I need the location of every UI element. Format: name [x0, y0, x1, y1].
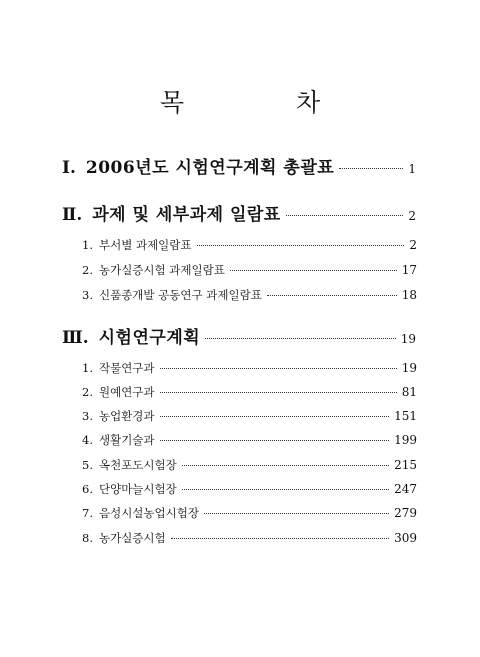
item-label: 원예연구과 [98, 385, 155, 399]
section-page: 2 [408, 209, 416, 223]
item-page: 81 [401, 385, 417, 399]
item-number: 8. [82, 531, 93, 545]
toc-section-1[interactable] [62, 156, 416, 181]
item-number: 2. [82, 385, 93, 399]
section-label: 과제 및 세부과제 일람표 [92, 205, 281, 225]
section-label: 시험연구계획 [98, 328, 201, 348]
item-label: 단양마늘시험장 [98, 482, 177, 496]
item-page: 279 [394, 506, 417, 520]
toc-item-3-5[interactable] [82, 456, 417, 474]
toc-item-3-6[interactable] [82, 480, 417, 498]
toc-item-3-3[interactable] [82, 407, 417, 425]
section-number: Ⅱ. [62, 205, 83, 225]
item-page: 151 [394, 409, 417, 423]
dot-leader [160, 440, 390, 441]
item-page: 17 [401, 263, 417, 277]
item-page: 18 [401, 288, 417, 302]
dot-leader [205, 338, 396, 339]
dot-leader [160, 368, 397, 369]
item-page: 19 [401, 361, 417, 375]
toc-item-2-2[interactable] [82, 261, 417, 279]
dot-leader [171, 538, 389, 539]
dot-leader [160, 392, 397, 393]
item-label: 신품종개발 공동연구 과제일람표 [98, 288, 262, 302]
dot-leader [204, 513, 389, 514]
toc-item-3-8[interactable] [82, 529, 417, 547]
toc-item-3-2[interactable] [82, 383, 417, 401]
item-label: 음성시설농업시험장 [98, 506, 199, 520]
item-page: 215 [394, 458, 417, 472]
toc-item-2-1[interactable] [82, 236, 417, 254]
item-label: 농가실증시험 [98, 531, 166, 545]
dot-leader [160, 416, 390, 417]
toc-section-2[interactable] [62, 203, 416, 228]
item-page: 199 [394, 433, 417, 447]
item-label: 생활기술과 [98, 433, 155, 447]
item-label: 옥천포도시험장 [98, 458, 177, 472]
toc-section-3[interactable] [62, 326, 416, 351]
item-number: 6. [82, 482, 93, 496]
item-number: 2. [82, 263, 93, 277]
dot-leader [182, 465, 389, 466]
item-label: 농가실증시험 과제일람표 [98, 263, 225, 277]
dot-leader [182, 489, 389, 490]
dot-leader [339, 168, 403, 169]
toc-item-3-4[interactable] [82, 431, 417, 449]
toc-item-3-7[interactable] [82, 504, 417, 522]
section-label: 2006년도 시험연구계획 총괄표 [85, 158, 335, 178]
item-label: 부서별 과제일람표 [98, 238, 192, 252]
item-page: 2 [409, 238, 417, 252]
item-number: 7. [82, 506, 93, 520]
toc-item-2-3[interactable] [82, 286, 417, 304]
dot-leader [230, 270, 397, 271]
toc-item-3-1[interactable] [82, 359, 417, 377]
item-number: 1. [82, 238, 93, 252]
dot-leader [197, 245, 405, 246]
item-number: 4. [82, 433, 93, 447]
item-number: 3. [82, 288, 93, 302]
item-page: 309 [394, 531, 417, 545]
page-title: 목 차 [159, 88, 373, 117]
dot-leader [286, 215, 404, 216]
section-number: Ⅲ. [62, 328, 89, 348]
section-page: 1 [408, 162, 416, 176]
item-label: 작물연구과 [98, 361, 155, 375]
item-label: 농업환경과 [98, 409, 155, 423]
item-number: 5. [82, 458, 93, 472]
section-page: 19 [400, 332, 416, 346]
item-page: 247 [394, 482, 417, 496]
item-number: 3. [82, 409, 93, 423]
dot-leader [267, 295, 397, 296]
section-number: Ⅰ. [62, 158, 76, 178]
item-number: 1. [82, 361, 93, 375]
